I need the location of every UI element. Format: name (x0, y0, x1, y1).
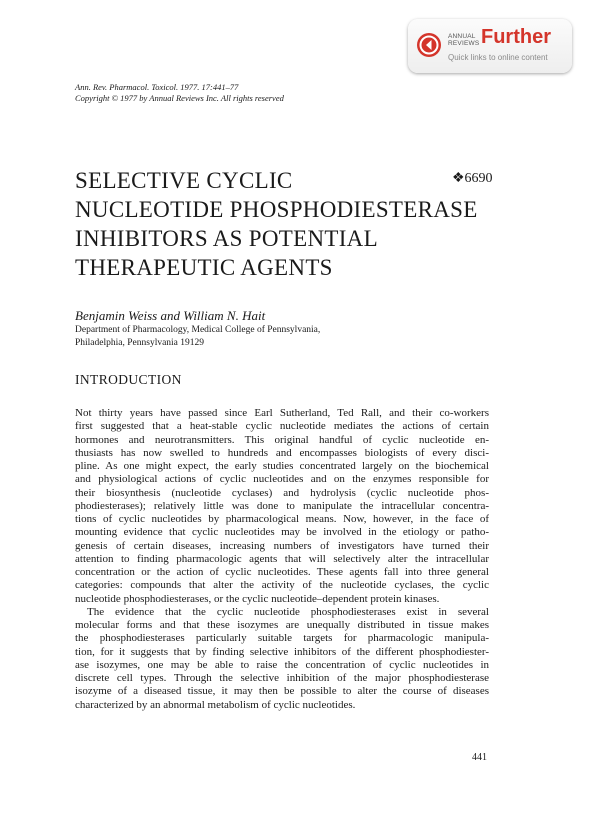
paragraph-2 (75, 606, 489, 712)
affiliation-line: Philadelphia, Pennsylvania 19129 (75, 338, 205, 348)
badge-further-label: Further (481, 26, 551, 48)
text-line: concentration or the action of cyclic nucleotides. These agents fall into three general (75, 566, 489, 578)
text-line: tion, for it suggests that by finding selective inhibitors of the different phosphodiester- (75, 645, 489, 658)
text-line: genesis of certain diseases, increasing numbers of investigators have turned their (75, 539, 489, 552)
text-line: characterized by an abnormal metabolism of cyclic nucleotides. (75, 698, 356, 711)
text-line: hormones and neurotransmitters. This original handful of cyclic nucleotide en- (75, 433, 489, 446)
paragraph-1 (75, 407, 489, 606)
text-line: discrete cell types. Through the selective inhibition of the major phosphodiesterase (75, 672, 489, 684)
text-line: mounting evidence that cyclic nucleotides may be involved in the etiology or patho- (75, 526, 489, 539)
citation-copyright: Copyright © 1977 by Annual Reviews Inc. All rights reserved (75, 93, 284, 103)
text-line: tions of cyclic nucleotides by pharmacological means. Now, however, in the face of (75, 513, 489, 525)
body-text (75, 407, 489, 712)
text-line: and physiological actions of cyclic nucleotides and on the enzymes responsible for (75, 473, 489, 486)
citation-block (75, 82, 284, 104)
affiliation (75, 324, 320, 350)
text-line: pline. As one might expect, the early studies concentrated largely on the biochemical (75, 460, 489, 472)
text-line: first suggested that a heat-stable cyclic nucleotide mediates the actions of certain (75, 420, 489, 433)
section-heading: INTRODUCTION (75, 372, 182, 387)
text-line: attention to finding pharmacologic agents that will selectively alter the intracellular (75, 552, 489, 565)
title-line: INHIBITORS AS POTENTIAL (75, 226, 378, 251)
text-line: Not thirty years have passed since Earl Sutherland, Ted Rall, and their co-workers (75, 407, 489, 419)
page-number: 441 (472, 752, 487, 763)
text-line: their biosynthesis (nucleotide cyclases) and hydrolysis (cyclic nucleotide phos- (75, 486, 489, 499)
text-line: the phosphodiesterases particularly suitable targets for pharmacologic manipula- (75, 632, 489, 645)
text-line: ase isozymes, one may be able to raise the concentration of cyclic nucleotides in (75, 658, 489, 671)
text-line: thusiasts has now swelled to hundreds and encompasses biologists of every disci- (75, 446, 489, 459)
article-code: ❖6690 (452, 171, 493, 186)
annual-reviews-logo-icon (416, 32, 442, 58)
badge-subtitle: Quick links to online content (448, 53, 548, 62)
further-links-badge[interactable] (408, 19, 572, 73)
title-line: SELECTIVE CYCLIC (75, 168, 293, 193)
title-line: THERAPEUTIC AGENTS (75, 255, 333, 280)
badge-ar-line2: REVIEWS (448, 40, 480, 47)
text-line: molecular forms and that these isozymes are unequally distributed in tissue makes (75, 619, 489, 631)
authors: Benjamin Weiss and William N. Hait (75, 308, 266, 323)
affiliation-line: Department of Pharmacology, Medical College of Pennsylvania, (75, 325, 321, 335)
annual-reviews-wordmark (448, 33, 479, 47)
text-line: The evidence that the cyclic nucleotide phosphodiesterases exist in several (87, 605, 489, 618)
text-line: categories: compounds that alter the activity of the nucleotide cyclases, the cyclic (75, 579, 489, 592)
text-line: nucleotide phosphodiesterases, or the cyclic nucleotide–dependent protein kinases. (75, 592, 440, 605)
text-line: isozyme of a diseased tissue, it may then be possible to alter the course of diseases (75, 685, 489, 698)
article-title (75, 166, 515, 282)
citation-journal: Ann. Rev. Pharmacol. Toxicol. 1977. 17:441–77 (75, 82, 239, 92)
badge-ar-line1: ANNUAL (448, 33, 476, 40)
title-line: NUCLEOTIDE PHOSPHODIESTERASE (75, 197, 478, 222)
text-line: phodiesterases); relatively little was done to manipulate the intracellular concentra- (75, 499, 489, 512)
